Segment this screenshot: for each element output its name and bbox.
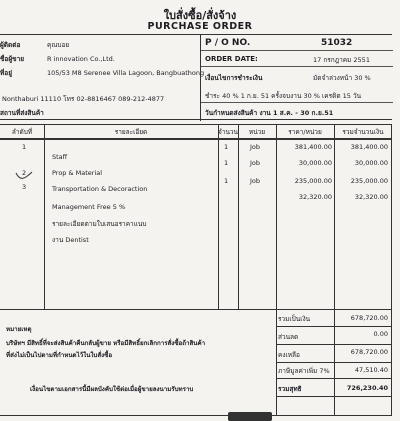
vat-value: 47,510.40 [354, 366, 388, 374]
document-title-thai: ใบสั่งซื้อ/สั่งจ้าง [163, 9, 237, 22]
row-3-total: 235,000.00 [350, 177, 388, 185]
note-line-2: ที่ส่งไม่เป็นไปตามที่กำหนดไว้ในใบสั่งซื้อ [6, 352, 113, 359]
subtotal-label: รวมเป็นเงิน [278, 315, 311, 323]
discount-value: 0.00 [373, 330, 388, 338]
row-2-desc: Prop & Material [52, 169, 103, 177]
delivery-date-text: วันกำหนดส่งสินค้า งาน 1 ส.ค. - 30 ก.ย.51 [205, 109, 334, 117]
header-no: ลำดับที่ [0, 125, 44, 139]
row-2-qty: 1 [224, 159, 229, 167]
vendor-value: R innovation Co.,Ltd. [47, 55, 115, 63]
address-value: 105/53 M8 Serenee Villa Lagoon, Bangbuathong [47, 69, 205, 77]
delivery-divider [0, 119, 200, 120]
payment-terms-value-2: ชำระ 40 % 1 ก.ย. 51 ครั้งจบงาน 30 % เครดิต 15 วัน [205, 92, 362, 100]
net-total-value: 726,230.40 [346, 384, 388, 392]
row-3-unit: Job [250, 177, 261, 185]
row-4-total: 32,320.00 [354, 193, 388, 201]
row-5-desc: รายละเอียดตามใบเสนอราคาแนบ [52, 220, 147, 228]
payment-terms-label: เงื่อนไขการชำระเงิน [205, 74, 263, 82]
after-discount-value: 678,720.00 [350, 348, 388, 356]
row-2-total: 30,000.00 [354, 159, 388, 167]
buyer-value: คุณบอย [47, 41, 70, 49]
note-mark: หมายเหตุ [6, 326, 32, 333]
po-label: P / O NO. [205, 38, 251, 48]
handwritten-mark-icon [14, 169, 34, 181]
row-1-total: 381,400.00 [350, 143, 388, 151]
row-3-price: 235,000.00 [294, 177, 332, 185]
row-1-price: 381,400.00 [294, 143, 332, 151]
header-description: รายละเอียด [44, 125, 218, 139]
row-3-no: 3 [22, 183, 27, 191]
note-line-3: เงื่อนไขตามเอกสารนี้มีผลบังคับใช้ต่อเมื่อผู้ขายลงนามรับทราบ [30, 386, 194, 393]
row-1-qty: 1 [224, 143, 229, 151]
header-block [0, 34, 392, 120]
subtotal-value: 678,720.00 [350, 314, 388, 322]
address-line2: Nonthaburi 11110 โทร 02-8816467 089-212-4877 [2, 95, 165, 103]
vendor-label: ชื่อผู้ขาย [0, 55, 25, 63]
row-3-qty: 1 [224, 177, 229, 185]
header-total: รวมจำนวนเงิน [334, 125, 392, 139]
header-unit: หน่วย [238, 125, 276, 139]
stamp-mark [228, 412, 272, 421]
delivery-date-cell [201, 103, 393, 121]
row-4-desc: Management Free 5 % [52, 203, 126, 211]
row-4-price: 32,320.00 [298, 193, 332, 201]
row-2-unit: Job [250, 159, 261, 167]
row-3-desc: Transportation & Decoraction [52, 185, 148, 193]
vat-label: ภาษีมูลค่าเพิ่ม 7% [278, 367, 330, 375]
discount-label: ส่วนลด [278, 333, 299, 341]
row-2-no: 2 [22, 169, 27, 177]
row-1-unit: Job [250, 143, 261, 151]
payment-terms-value-1: มัดจำล่วงหน้า 30 % [313, 74, 371, 82]
note-line-1: บริษัทฯ มีสิทธิ์ที่จะส่งสินค้าคืนกลับผู้ขาย หรือมีสิทธิ์ยกเลิกการสั่งซื้อถ้าสินค้า [6, 340, 206, 347]
delivery-place-label: สถานที่ส่งสินค้า [0, 109, 44, 117]
header-right-block [200, 35, 392, 121]
after-discount-label: คงเหลือ [278, 351, 300, 359]
order-date-value: 17 กรกฎาคม 2551 [313, 56, 370, 64]
buyer-label: ผู้ติดต่อ [0, 41, 21, 49]
order-date-cell [201, 51, 393, 67]
net-total-label: รวมสุทธิ [278, 385, 302, 393]
po-number-cell [201, 35, 393, 51]
summary-block [0, 310, 392, 416]
header-unit-price: ราคา/หน่วย [276, 125, 334, 139]
payment-terms-cell [201, 67, 393, 103]
row-1-no: 1 [22, 143, 27, 151]
header-qty: จำนวน [218, 125, 238, 139]
items-table [0, 124, 392, 310]
address-label: ที่อยู่ [0, 69, 12, 77]
row-1-desc: Staff [52, 153, 68, 161]
row-2-price: 30,000.00 [298, 159, 332, 167]
po-number: 51032 [321, 38, 353, 48]
row-6-desc: งาน Dentist [52, 236, 89, 244]
document-title-en: PURCHASE ORDER [147, 21, 253, 32]
order-date-label: ORDER DATE: [205, 55, 258, 63]
